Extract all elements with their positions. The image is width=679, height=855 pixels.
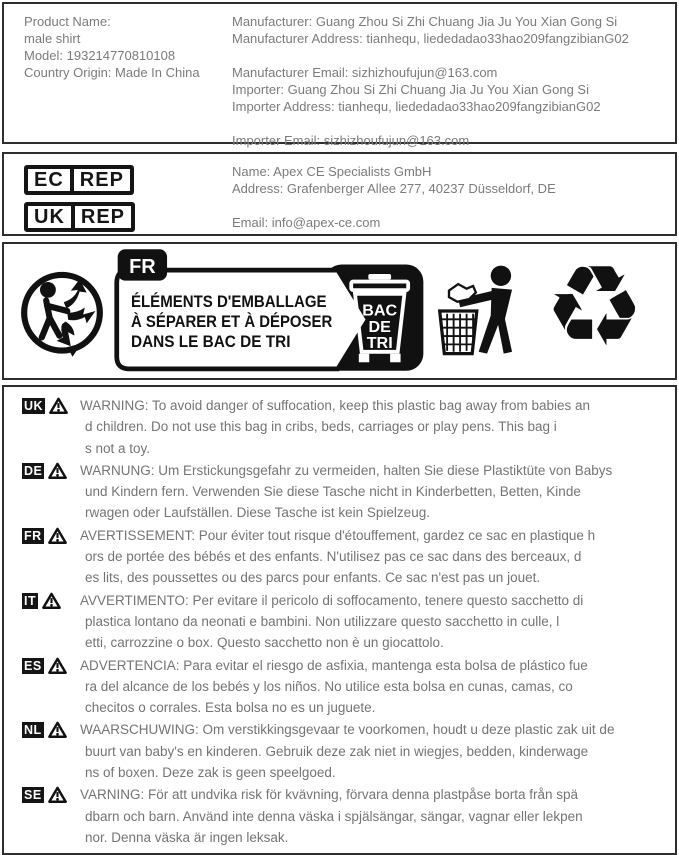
warning-line: ra del alcance de los bebés y los niños. No utilice esta bolsa en cunas, camas, co (85, 678, 573, 694)
fr-sorting-banner (112, 247, 430, 375)
bin-line-2: DE (368, 317, 391, 336)
spacer (232, 47, 667, 64)
warning-line: buurt van baby's en kinderen. Gebruik deze zak niet in wiegjes, bedden, kinderwage (85, 743, 589, 759)
rep-email: Email: info@apex-ce.com (232, 215, 381, 230)
rep-name: Name: Apex CE Specialists GmbH (232, 164, 432, 179)
rep-section (2, 152, 677, 236)
warning-triangle-icon (48, 657, 67, 675)
warning-row-es (22, 655, 669, 719)
warning-triangle-icon (48, 786, 67, 804)
uk-rep-suffix: REP (71, 206, 131, 228)
warning-line: rwagen oder Laufställen. Diese Tasche ist kein Spielzeug. (85, 505, 430, 521)
country-origin: Country Origin: Made In China (24, 65, 200, 80)
ec-rep-prefix: EC (34, 169, 64, 191)
product-summary (24, 13, 232, 142)
warning-line: plastica lontano da neonati e bambini. Non utilizzare questo sacchetto in culle, l (85, 613, 560, 629)
lang-badge-nl: NL (24, 723, 42, 738)
warning-line: checitos o corrales. Esta bolsa no es un juguete. (85, 700, 376, 716)
warning-row-nl (22, 719, 669, 783)
uk-rep-badge (24, 202, 135, 232)
rep-address: Address: Grafenberger Allee 277, 40237 Düsseldorf, DE (232, 181, 556, 196)
ec-rep-suffix: REP (70, 169, 130, 191)
bin-line-3: TRI (366, 334, 393, 353)
importer-name: Importer: Guang Zhou Si Zhi Chuang Jia Ju You Xian Gong Si (232, 82, 589, 97)
warning-row-uk (22, 395, 669, 459)
manufacturer-address: Manufacturer Address: tianhequ, liededadao33hao209fangzibianG02 (232, 31, 629, 46)
warning-line: und Kindern fern. Verwenden Sie diese Tasche nicht in Kinderbetten, Betten, Kinde (85, 484, 581, 500)
recycle-icon: ♻ (544, 242, 645, 372)
warning-triangle-icon (48, 462, 67, 480)
warnings-section (2, 385, 677, 855)
lang-badge-it: IT (24, 593, 37, 608)
warning-triangle-icon (48, 721, 67, 739)
warning-row-de (22, 460, 669, 524)
warning-line: etti, carrozzine o box. Questo sacchetto non è un giocattolo. (85, 635, 444, 651)
spacer (232, 115, 667, 132)
triman-icon (18, 263, 106, 359)
banner-line-2: À SÉPARER ET À DÉPOSER (130, 312, 333, 332)
product-info-section (2, 2, 677, 148)
warning-line: s not a toy. (85, 440, 151, 456)
lang-badge-fr: FR (24, 528, 42, 543)
rep-badges (24, 163, 232, 234)
warning-row-it (22, 590, 669, 654)
ec-rep-badge (24, 165, 134, 195)
bin-line-1: BAC (362, 301, 398, 320)
fr-tag: FR (129, 256, 156, 279)
banner-line-1: ÉLÉMENTS D'EMBALLAGE (130, 292, 327, 312)
recycling-section (2, 242, 677, 380)
spacer (232, 197, 667, 214)
product-name-value: male shirt (24, 31, 81, 46)
warning-triangle-icon (49, 397, 68, 415)
manufacturer-email: Manufacturer Email: sizhizhoufujun@163.com (232, 65, 498, 80)
tidy-man-icon (436, 261, 538, 361)
warning-line: d children. Do not use this bag in cribs, beds, carriages or play pens. This bag i (85, 419, 557, 435)
uk-rep-prefix: UK (34, 206, 65, 228)
importer-email: Importer Email: sizhizhoufujun@163.com (232, 133, 470, 148)
banner-line-3: DANS LE BAC DE TRI (130, 332, 291, 352)
lang-badge-es: ES (24, 658, 42, 673)
warning-line: AVVERTIMENTO: Per evitare il pericolo di soffocamento, tenere questo sacchetto di (80, 592, 584, 608)
lang-badge-uk: UK (24, 399, 44, 413)
warning-line: es lits, des poussettes ou des parcs pour enfants. Ce sac n'est pas un jouet. (85, 570, 541, 586)
warning-row-fr (22, 525, 669, 589)
rep-contact-info (232, 163, 667, 234)
importer-address: Importer Address: tianhequ, liededadao33hao209fangzibianG02 (232, 99, 601, 114)
warning-line: WAARSCHUWING: Om verstikkingsgevaar te voorkomen, houdt u deze plastic zak uit de (80, 722, 615, 738)
lang-badge-se: SE (24, 788, 42, 803)
product-model: Model: 193214770810108 (24, 48, 176, 63)
warning-line: ns of boxen. Deze zak is geen speelgoed. (85, 765, 336, 781)
warning-line: dbarn och barn. Använd inte denna väska i spjälsängar, sängar, vagnar eller lekpen (85, 808, 583, 824)
warning-line: AVERTISSEMENT: Pour éviter tout risque d'étouffement, gardez ce sac en plastique h (80, 527, 596, 543)
warning-triangle-icon (42, 592, 61, 610)
warning-triangle-icon (48, 527, 67, 545)
manufacturer-importer-info (232, 13, 667, 148)
manufacturer-name: Manufacturer: Guang Zhou Si Zhi Chuang Jia Ju You Xian Gong Si (232, 14, 618, 29)
product-name-label: Product Name: (24, 14, 111, 29)
warning-line: WARNUNG: Um Erstickungsgefahr zu vermeiden, halten Sie diese Plastiktüte von Babys (80, 462, 613, 478)
warning-line: ADVERTENCIA: Para evitar el riesgo de asfixia, mantenga esta bolsa de plástico fue (80, 657, 588, 673)
warning-line: nor. Denna väska är ingen leksak. (85, 829, 289, 845)
warning-line: WARNING: To avoid danger of suffocation, keep this plastic bag away from babies an (80, 398, 591, 413)
warning-line: VARNING: För att undvika risk för kvävning, förvara denna plastpåse borta från spä (80, 787, 578, 803)
lang-badge-de: DE (24, 463, 43, 478)
warning-line: ors de portée des bébés et des enfants. N'utilisez pas ce sac dans des berceaux, d (85, 549, 582, 565)
warning-row-se (22, 784, 669, 848)
